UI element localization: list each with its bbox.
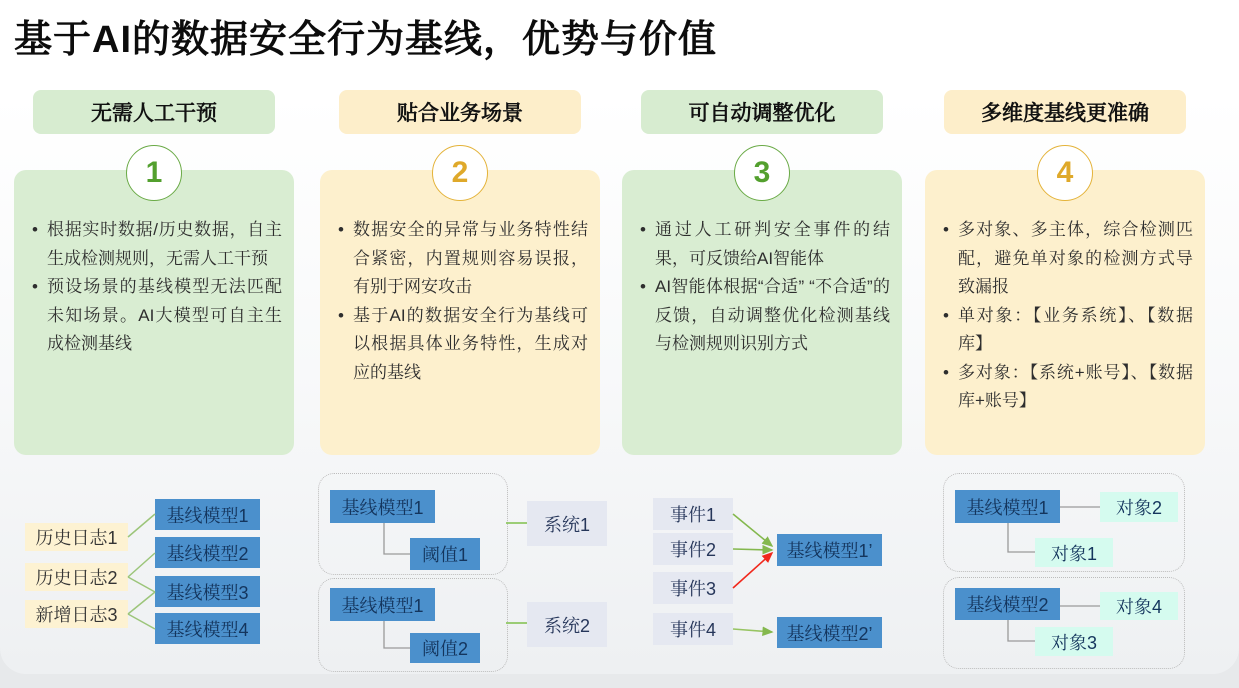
step-number-circle: 1 [126, 145, 182, 201]
log-box: 历史日志2 [25, 563, 128, 591]
model-box: 基线模型3 [155, 576, 260, 607]
benefit-column-1 [14, 90, 294, 470]
benefit-card [14, 170, 294, 455]
benefit-card [320, 170, 600, 455]
object-box: 对象4 [1100, 592, 1178, 620]
bullet-item: • 根据实时数据/历史数据，自主生成检测规则，无需人工干预 [30, 216, 282, 273]
step-number-circle: 3 [734, 145, 790, 201]
log-box: 历史日志1 [25, 523, 128, 551]
event-box: 事件2 [653, 533, 733, 565]
system-box: 系统1 [527, 501, 607, 546]
bullet-item: • AI智能体根据“合适” “不合适”的反馈，自动调整优化检测基线与检测规则识别方式 [638, 273, 890, 359]
step-number-circle: 2 [432, 145, 488, 201]
slide-title: 基于AI的数据安全行为基线，优势与价值 [14, 19, 718, 61]
bullet-item: • 通过人工研判安全事件的结果，可反馈给AI智能体 [638, 216, 890, 273]
adjusted-model-box: 基线模型1’ [777, 534, 882, 566]
model-box: 基线模型2 [955, 588, 1060, 620]
system-box: 系统2 [527, 602, 607, 647]
bullet-item: • 预设场景的基线模型无法匹配未知场景。AI大模型可自主生成检测基线 [30, 273, 282, 359]
benefit-card [925, 170, 1205, 455]
model-box: 基线模型1 [330, 490, 435, 523]
diagram-log-to-model [14, 470, 294, 680]
threshold-box: 阈值2 [410, 633, 480, 663]
benefit-column-4 [925, 90, 1205, 470]
bullet-item: • 多对象、多主体，综合检测匹配，避免单对象的检测方式导致漏报 [941, 216, 1193, 302]
column-header-badge: 贴合业务场景 [339, 90, 581, 134]
event-box: 事件4 [653, 613, 733, 645]
diagram-multi-object [935, 470, 1200, 680]
event-box: 事件1 [653, 498, 733, 530]
step-number-circle: 4 [1037, 145, 1093, 201]
adjusted-model-box: 基线模型2’ [777, 617, 882, 648]
model-box: 基线模型1 [955, 490, 1060, 523]
benefit-card [622, 170, 902, 455]
benefit-column-2 [320, 90, 600, 470]
model-box: 基线模型4 [155, 613, 260, 644]
object-box: 对象1 [1035, 538, 1113, 567]
model-box: 基线模型1 [330, 588, 435, 621]
object-box: 对象3 [1035, 627, 1113, 656]
object-box: 对象2 [1100, 492, 1178, 522]
bullet-list [320, 170, 600, 387]
column-header-badge: 可自动调整优化 [641, 90, 883, 134]
model-box: 基线模型2 [155, 537, 260, 568]
threshold-box: 阈值1 [410, 538, 480, 570]
diagram-model-threshold-system [310, 470, 610, 685]
event-box: 事件3 [653, 572, 733, 604]
column-header-badge: 无需人工干预 [33, 90, 275, 134]
bullet-item: • 基于AI的数据安全行为基线可以根据具体业务特性，生成对应的基线 [336, 302, 588, 388]
bullet-item: • 单对象：【业务系统】、【数据库】 [941, 302, 1193, 359]
bullet-item: • 数据安全的异常与业务特性结合紧密，内置规则容易误报，有别于网安攻击 [336, 216, 588, 302]
bullet-item: • 多对象：【系统+账号】、【数据库+账号】 [941, 359, 1193, 416]
benefit-column-3 [622, 90, 902, 470]
model-box: 基线模型1 [155, 499, 260, 530]
diagram-event-feedback [620, 480, 910, 680]
log-box: 新增日志3 [25, 600, 128, 628]
bullet-list [925, 170, 1205, 416]
column-header-badge: 多维度基线更准确 [944, 90, 1186, 134]
